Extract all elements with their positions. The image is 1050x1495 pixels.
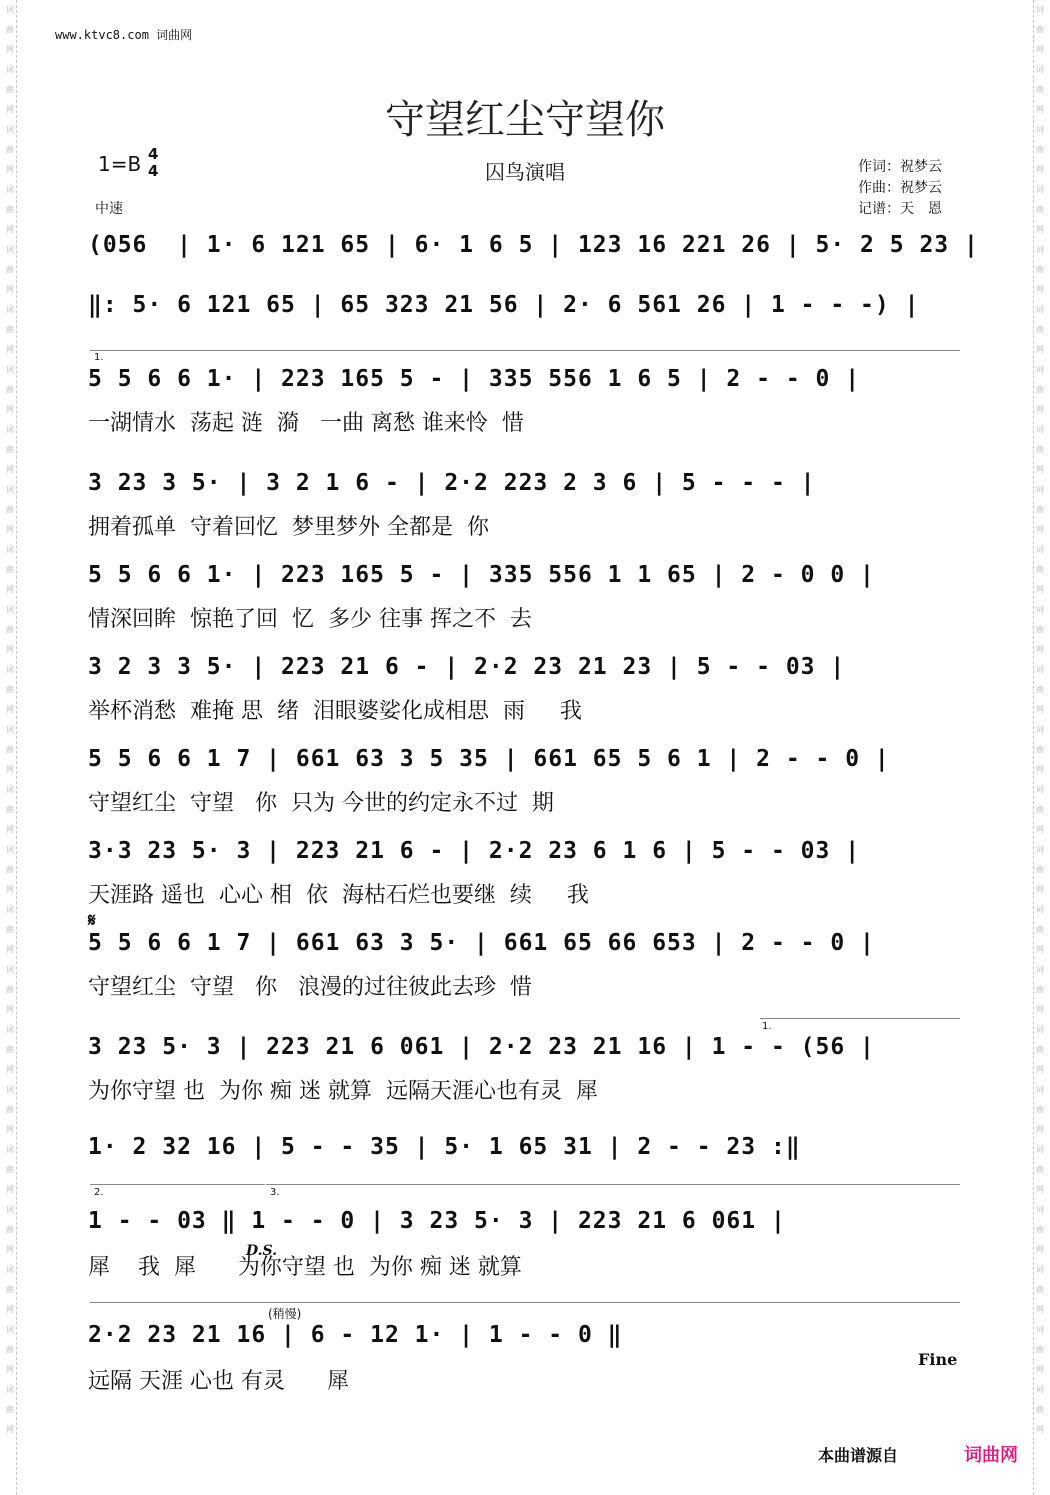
notation-line: ‖: 5· 6 121 65 | 65 323 21 56 | 2· 6 561 26 | 1 - - -) | [88,292,920,318]
notation-line: 1· 2 32 16 | 5 - - 35 | 5· 1 65 31 | 2 - - 23 :‖ [88,1134,801,1160]
watermark-strip-right: 词曲网词曲网词曲网词曲网词曲网词曲网词曲网词曲网词曲网词曲网词曲网词曲网词曲网词曲网词曲网词曲网词曲网词曲网词曲网词曲网词曲网词曲网词曲网词曲网 [1033,0,1046,1495]
notation-line: 2·2 23 21 16 | 6 - 12 1· | 1 - - 0 ‖ [88,1322,623,1348]
fine-mark: Fine [918,1350,958,1369]
lyric-line: 情深回眸 惊艳了回 忆 多少 往事 挥之不 去 [88,607,532,632]
tempo-mark: 中速 [95,201,123,217]
lyric-line: 天涯路 遥也 心心 相 依 海枯石烂也要继 续 我 [88,883,589,908]
lyric-line: 守望红尘 守望 你 浪漫的过往彼此去珍 惜 [88,975,532,1000]
singer: 囚鸟演唱 [485,160,565,184]
volta-2-label: 2. [94,1187,104,1198]
lyric-line: 拥着孤单 守着回忆 梦里梦外 全都是 你 [88,515,489,540]
volta-line [90,350,960,351]
segno-sign: 𝄋 [88,910,96,931]
time-signature-bottom: 4 [148,162,159,180]
credits [858,157,942,220]
composer: 作曲：祝梦云 [858,180,942,196]
site-header: www.ktvc8.com 词曲网 [55,28,193,42]
volta-3-label: 3. [270,1187,280,1198]
volta-1-label: 1. [762,1021,772,1032]
notation-line: 5 5 6 6 1· | 223 165 5 - | 335 556 1 6 5 | 2 - - 0 | [88,366,861,392]
time-signature-top: 4 [148,145,159,163]
footer-source-label: 本曲谱源自 [818,1446,899,1465]
notation-line: 5 5 6 6 1· | 223 165 5 - | 335 556 1 1 65 | 2 - 0 0 | [88,562,875,588]
notation-line: 3·3 23 5· 3 | 223 21 6 - | 2·2 23 6 1 6 | 5 - - 03 | [88,838,861,864]
notation-line: 1 - - 03 ‖ 1 - - 0 | 3 23 5· 3 | 223 21 6 061 | [88,1208,786,1234]
song-title: 守望红尘守望你 [385,97,665,143]
slower-mark: (稍慢) [268,1307,302,1321]
lyricist: 作词：祝梦云 [858,159,942,175]
notation-line: 5 5 6 6 1 7 | 661 63 3 5 35 | 661 65 5 6 1 | 2 - - 0 | [88,746,890,772]
lyric-line: 远隔 天涯 心也 有灵 犀 [88,1369,349,1394]
volta-line [760,1018,960,1019]
transcriber: 记谱：天 恩 [858,201,942,217]
watermark-strip-left: 词曲网词曲网词曲网词曲网词曲网词曲网词曲网词曲网词曲网词曲网词曲网词曲网词曲网词曲网词曲网词曲网词曲网词曲网词曲网词曲网词曲网词曲网词曲网词曲网 [4,0,17,1495]
lyric-line: 为你守望 也 为你 痴 迷 就算 远隔天涯心也有灵 犀 [88,1079,598,1104]
volta-line [266,1184,960,1185]
lyric-line: 犀 我 犀 为你守望 也 为你 痴 迷 就算 [88,1255,522,1280]
notation-line: 3 2 3 3 5· | 223 21 6 - | 2·2 23 21 23 | 5 - - 03 | [88,654,846,680]
notation-line: 3 23 3 5· | 3 2 1 6 - | 2·2 223 2 3 6 | 5 - - - | [88,470,816,496]
lyric-line: 一湖情水 荡起 涟 漪 一曲 离愁 谁来怜 惜 [88,411,524,436]
volta-1-label: 1. [94,352,104,363]
key-signature: 1=B [98,152,142,176]
lyric-line: 举杯消愁 难掩 思 绪 泪眼婆娑化成相思 雨 我 [88,699,582,724]
notation-line: 3 23 5· 3 | 223 21 6 061 | 2·2 23 21 16 | 1 - - (56 | [88,1034,875,1060]
notation-line: 5 5 6 6 1 7 | 661 63 3 5· | 661 65 66 653 | 2 - - 0 | [88,930,875,956]
phrase-line [90,1302,960,1303]
notation-line: (056 | 1· 6 121 65 | 6· 1 6 5 | 123 16 221 26 | 5· 2 5 23 | [88,232,979,258]
lyric-line: 守望红尘 守望 你 只为 今世的约定永不过 期 [88,791,554,816]
footer-brand-logo[interactable]: 词曲网 [964,1445,1018,1466]
dal-segno-mark: D.S. [246,1243,278,1259]
volta-line [90,1184,265,1185]
